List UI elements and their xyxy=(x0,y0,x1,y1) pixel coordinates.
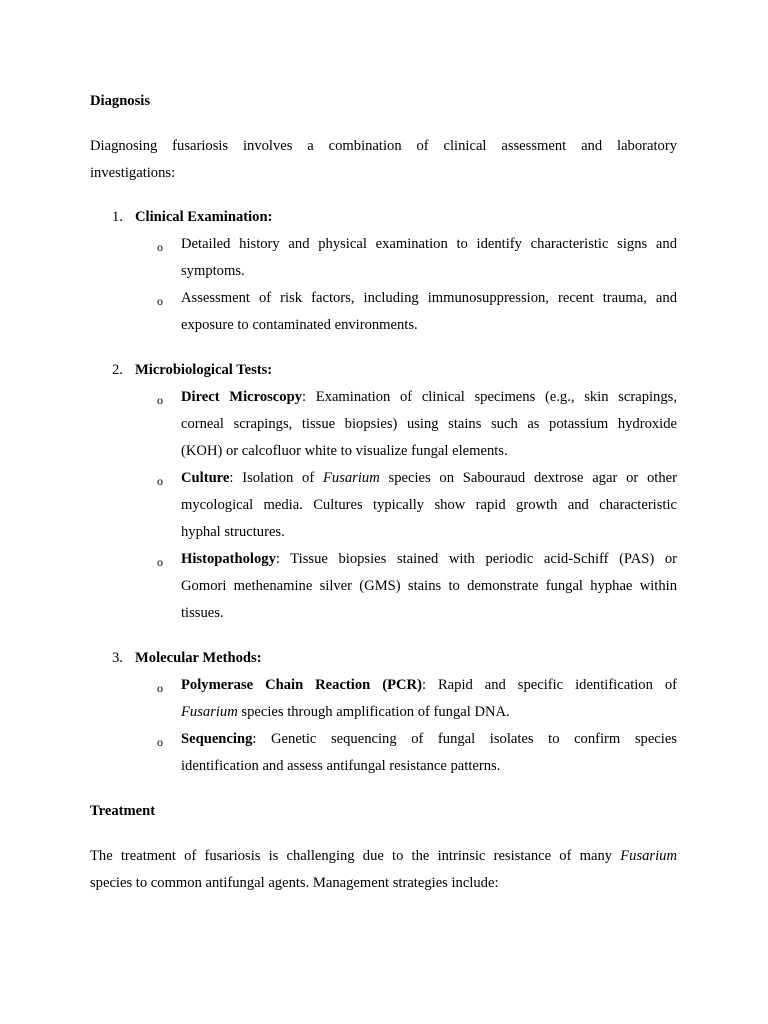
treatment-heading: Treatment xyxy=(90,803,156,819)
bullet-icon: o xyxy=(157,681,163,695)
diagnosis-intro-paragraph xyxy=(90,133,677,187)
bullet-icon: o xyxy=(157,294,163,308)
list-item xyxy=(181,672,677,726)
bullet-icon: o xyxy=(157,393,163,407)
bullet-icon: o xyxy=(157,735,163,749)
list-item-text: : Isolation of xyxy=(229,470,323,486)
diagnosis-intro-line1: Diagnosing fusariosis involves a combination of clinical assessment and laboratory xyxy=(90,138,677,154)
list-item xyxy=(181,231,677,285)
section-number: 1. xyxy=(112,209,123,225)
treatment-paragraph xyxy=(90,843,677,897)
list-item-line: hyphal structures. xyxy=(181,524,285,540)
section-number: 2. xyxy=(112,362,123,378)
list-item-text: species on Sabouraud dextrose agar or other xyxy=(379,470,677,486)
list-item-line xyxy=(181,726,677,753)
treatment-line2: species to common antifungal agents. Management strategies include: xyxy=(90,875,499,891)
list-item-line: exposure to contaminated environments. xyxy=(181,317,418,333)
diagnosis-heading: Diagnosis xyxy=(90,93,151,109)
term-sequencing: Sequencing xyxy=(181,731,253,747)
list-item xyxy=(181,465,677,546)
term-pcr: Polymerase Chain Reaction (PCR) xyxy=(181,677,422,693)
list-item xyxy=(181,726,677,780)
list-item-line: symptoms. xyxy=(181,263,245,279)
list-item-line: corneal scrapings, tissue biopsies) using stains such as potassium hydroxide xyxy=(181,416,677,432)
treatment-line1 xyxy=(90,843,677,870)
italic-species-name: Fusarium xyxy=(181,704,238,720)
list-item-line: mycological media. Cultures typically show rapid growth and characteristic xyxy=(181,497,677,513)
section-title-molecular-methods: Molecular Methods: xyxy=(135,650,262,666)
list-item-line: Gomori methenamine silver (GMS) stains to demonstrate fungal hyphae within xyxy=(181,578,677,594)
list-item-line: tissues. xyxy=(181,605,224,621)
section-title-clinical-examination: Clinical Examination: xyxy=(135,209,273,225)
bullet-icon: o xyxy=(157,474,163,488)
list-item-text: : Examination of clinical specimens (e.g., skin scrapings, xyxy=(302,389,677,405)
term-histopathology: Histopathology xyxy=(181,551,276,567)
treatment-text: The treatment of fusariosis is challenging due to the intrinsic resistance of many xyxy=(90,848,621,864)
term-direct-microscopy: Direct Microscopy xyxy=(181,389,302,405)
list-item-text: : Rapid and specific identification of xyxy=(421,677,678,693)
bullet-icon: o xyxy=(157,240,163,254)
italic-species-name: Fusarium xyxy=(620,848,677,864)
list-item-line xyxy=(181,546,677,573)
list-item-line xyxy=(181,699,677,726)
list-item-line xyxy=(181,465,677,492)
section-title-microbiological-tests: Microbiological Tests: xyxy=(135,362,273,378)
term-culture: Culture xyxy=(181,470,230,486)
list-item-line: identification and assess antifungal resistance patterns. xyxy=(181,758,501,774)
italic-species-name: Fusarium xyxy=(322,470,380,486)
list-item xyxy=(181,285,677,339)
list-item-line: (KOH) or calcofluor white to visualize fungal elements. xyxy=(181,443,508,459)
section-number: 3. xyxy=(112,650,123,666)
list-item-line: Assessment of risk factors, including immunosuppression, recent trauma, and xyxy=(181,290,677,306)
list-item-text: : Genetic sequencing of fungal isolates to confirm species xyxy=(252,731,677,747)
diagnosis-intro-line2: investigations: xyxy=(90,165,176,181)
list-item-text: species through amplification of fungal DNA. xyxy=(237,704,510,720)
list-item xyxy=(181,384,677,465)
list-item-line xyxy=(181,672,677,699)
list-item xyxy=(181,546,677,627)
list-item-text: : Tissue biopsies stained with periodic acid-Schiff (PAS) or xyxy=(275,551,677,567)
bullet-icon: o xyxy=(157,555,163,569)
list-item-line xyxy=(181,384,677,411)
list-item-line: Detailed history and physical examination to identify characteristic signs and xyxy=(181,236,677,252)
